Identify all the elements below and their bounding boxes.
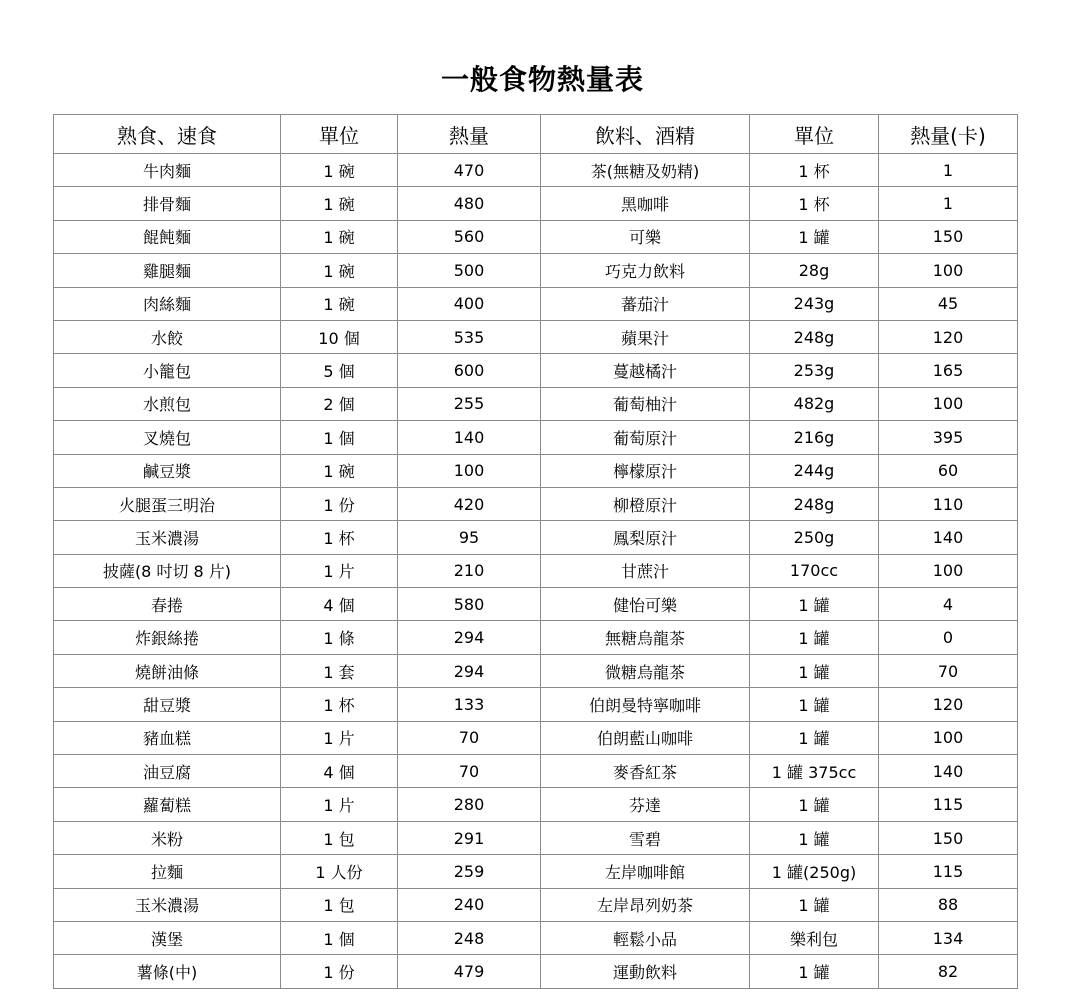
cell-food-unit: 1 套 [281,654,398,687]
cell-food-name: 玉米濃湯 [54,521,281,554]
cell-drink-name: 蕃茄汁 [541,287,750,320]
cell-food-calories: 600 [398,354,541,387]
cell-food-calories: 259 [398,855,541,888]
cell-food-calories: 280 [398,788,541,821]
cell-drink-calories: 110 [879,487,1018,520]
cell-food-unit: 1 片 [281,554,398,587]
cell-drink-unit: 243g [750,287,879,320]
cell-food-name: 漢堡 [54,921,281,954]
cell-drink-name: 芬達 [541,788,750,821]
cell-food-unit: 1 杯 [281,521,398,554]
cell-food-unit: 2 個 [281,387,398,420]
cell-drink-name: 輕鬆小品 [541,921,750,954]
cell-food-unit: 1 碗 [281,454,398,487]
cell-food-name: 拉麵 [54,855,281,888]
cell-food-unit: 1 個 [281,921,398,954]
cell-drink-calories: 88 [879,888,1018,921]
cell-food-calories: 470 [398,154,541,187]
cell-drink-name: 葡萄原汁 [541,421,750,454]
cell-food-unit: 1 碗 [281,254,398,287]
cell-food-unit: 4 個 [281,755,398,788]
header-food-calories: 熱量 [398,115,541,154]
cell-drink-unit: 樂利包 [750,921,879,954]
table-row [54,187,1018,220]
cell-drink-unit: 1 杯 [750,187,879,220]
table-row [54,387,1018,420]
cell-food-calories: 140 [398,421,541,454]
cell-food-unit: 10 個 [281,320,398,353]
cell-drink-calories: 82 [879,955,1018,988]
cell-drink-unit: 1 罐 [750,621,879,654]
cell-drink-calories: 100 [879,254,1018,287]
cell-food-unit: 1 份 [281,955,398,988]
cell-food-calories: 248 [398,921,541,954]
cell-food-calories: 420 [398,487,541,520]
cell-food-calories: 560 [398,220,541,253]
cell-drink-name: 黑咖啡 [541,187,750,220]
table-row [54,821,1018,854]
cell-food-calories: 70 [398,721,541,754]
cell-drink-calories: 120 [879,320,1018,353]
cell-drink-calories: 100 [879,387,1018,420]
cell-drink-calories: 100 [879,554,1018,587]
cell-food-unit: 1 碗 [281,220,398,253]
cell-drink-unit: 253g [750,354,879,387]
cell-drink-calories: 1 [879,187,1018,220]
table-row [54,755,1018,788]
cell-food-name: 甜豆漿 [54,688,281,721]
cell-food-calories: 100 [398,454,541,487]
cell-drink-unit: 244g [750,454,879,487]
table-row [54,721,1018,754]
table-row [54,454,1018,487]
cell-drink-calories: 150 [879,821,1018,854]
cell-food-unit: 1 個 [281,421,398,454]
cell-food-calories: 240 [398,888,541,921]
table-row [54,487,1018,520]
cell-food-name: 肉絲麵 [54,287,281,320]
cell-food-unit: 1 片 [281,788,398,821]
cell-food-unit: 1 人份 [281,855,398,888]
table-row [54,287,1018,320]
table-row [54,621,1018,654]
cell-food-name: 排骨麵 [54,187,281,220]
header-drink: 飲料、酒精 [541,115,750,154]
cell-drink-name: 左岸咖啡館 [541,855,750,888]
header-food: 熟食、速食 [54,115,281,154]
cell-drink-unit: 216g [750,421,879,454]
table-row [54,521,1018,554]
cell-drink-calories: 120 [879,688,1018,721]
cell-drink-unit: 248g [750,320,879,353]
cell-food-unit: 5 個 [281,354,398,387]
cell-food-calories: 95 [398,521,541,554]
cell-drink-calories: 4 [879,588,1018,621]
cell-drink-name: 茶(無糖及奶精) [541,154,750,187]
table-row [54,855,1018,888]
cell-food-unit: 4 個 [281,588,398,621]
cell-drink-calories: 395 [879,421,1018,454]
cell-drink-unit: 1 罐 [750,888,879,921]
cell-food-name: 叉燒包 [54,421,281,454]
cell-food-name: 豬血糕 [54,721,281,754]
cell-drink-name: 檸檬原汁 [541,454,750,487]
cell-food-name: 米粉 [54,821,281,854]
cell-food-unit: 1 碗 [281,154,398,187]
cell-food-name: 鹹豆漿 [54,454,281,487]
cell-food-calories: 500 [398,254,541,287]
table-row [54,588,1018,621]
cell-drink-calories: 60 [879,454,1018,487]
cell-food-name: 小籠包 [54,354,281,387]
cell-food-name: 燒餅油條 [54,654,281,687]
cell-food-calories: 580 [398,588,541,621]
cell-food-calories: 294 [398,654,541,687]
cell-drink-unit: 1 罐 [750,588,879,621]
cell-drink-calories: 45 [879,287,1018,320]
cell-drink-calories: 140 [879,755,1018,788]
table-row [54,921,1018,954]
cell-food-calories: 294 [398,621,541,654]
cell-food-name: 水煎包 [54,387,281,420]
cell-drink-calories: 1 [879,154,1018,187]
cell-drink-name: 蔓越橘汁 [541,354,750,387]
cell-drink-unit: 482g [750,387,879,420]
table-row [54,688,1018,721]
table-row [54,254,1018,287]
header-drink-calories: 熱量(卡) [879,115,1018,154]
cell-food-name: 牛肉麵 [54,154,281,187]
cell-food-name: 春捲 [54,588,281,621]
cell-food-name: 油豆腐 [54,755,281,788]
cell-food-calories: 70 [398,755,541,788]
cell-food-name: 炸銀絲捲 [54,621,281,654]
table-row [54,220,1018,253]
cell-drink-unit: 250g [750,521,879,554]
cell-food-calories: 480 [398,187,541,220]
cell-food-calories: 210 [398,554,541,587]
cell-drink-unit: 1 罐 375cc [750,755,879,788]
cell-food-unit: 1 碗 [281,187,398,220]
table-header-row [54,115,1018,154]
cell-drink-name: 雪碧 [541,821,750,854]
cell-food-calories: 133 [398,688,541,721]
cell-drink-calories: 70 [879,654,1018,687]
cell-drink-calories: 140 [879,521,1018,554]
cell-food-unit: 1 條 [281,621,398,654]
table-row [54,354,1018,387]
table-row [54,320,1018,353]
header-drink-unit: 單位 [750,115,879,154]
cell-food-unit: 1 杯 [281,688,398,721]
cell-drink-name: 無糖烏龍茶 [541,621,750,654]
cell-drink-name: 巧克力飲料 [541,254,750,287]
cell-drink-name: 麥香紅茶 [541,755,750,788]
table-row [54,955,1018,988]
cell-drink-unit: 248g [750,487,879,520]
cell-drink-unit: 170cc [750,554,879,587]
cell-drink-name: 柳橙原汁 [541,487,750,520]
cell-food-calories: 479 [398,955,541,988]
page-title: 一般食物熱量表 [440,63,644,96]
calorie-table [53,114,1018,989]
cell-food-name: 玉米濃湯 [54,888,281,921]
cell-drink-unit: 1 罐 [750,654,879,687]
table-row [54,654,1018,687]
cell-food-calories: 535 [398,320,541,353]
cell-food-calories: 255 [398,387,541,420]
cell-food-name: 火腿蛋三明治 [54,487,281,520]
table-row [54,788,1018,821]
cell-food-name: 薯條(中) [54,955,281,988]
cell-drink-unit: 1 罐 [750,788,879,821]
cell-drink-name: 甘蔗汁 [541,554,750,587]
table-row [54,154,1018,187]
cell-drink-unit: 1 罐 [750,688,879,721]
cell-drink-name: 蘋果汁 [541,320,750,353]
header-food-unit: 單位 [281,115,398,154]
cell-drink-name: 伯朗曼特寧咖啡 [541,688,750,721]
table-body [54,154,1018,989]
cell-food-unit: 1 碗 [281,287,398,320]
cell-food-name: 蘿蔔糕 [54,788,281,821]
cell-drink-calories: 134 [879,921,1018,954]
cell-food-name: 雞腿麵 [54,254,281,287]
cell-drink-unit: 28g [750,254,879,287]
cell-food-unit: 1 包 [281,821,398,854]
cell-drink-name: 可樂 [541,220,750,253]
cell-food-name: 餛飩麵 [54,220,281,253]
cell-drink-unit: 1 罐(250g) [750,855,879,888]
table-row [54,421,1018,454]
cell-drink-calories: 115 [879,855,1018,888]
cell-drink-unit: 1 罐 [750,220,879,253]
cell-drink-unit: 1 罐 [750,721,879,754]
cell-food-name: 水餃 [54,320,281,353]
cell-food-unit: 1 包 [281,888,398,921]
cell-drink-unit: 1 罐 [750,821,879,854]
cell-drink-name: 微糖烏龍茶 [541,654,750,687]
cell-drink-unit: 1 杯 [750,154,879,187]
cell-food-calories: 400 [398,287,541,320]
table-row [54,888,1018,921]
cell-drink-name: 鳳梨原汁 [541,521,750,554]
cell-drink-name: 運動飲料 [541,955,750,988]
cell-drink-name: 健怡可樂 [541,588,750,621]
cell-drink-name: 葡萄柚汁 [541,387,750,420]
cell-drink-calories: 115 [879,788,1018,821]
cell-drink-calories: 165 [879,354,1018,387]
cell-drink-unit: 1 罐 [750,955,879,988]
cell-drink-calories: 100 [879,721,1018,754]
cell-drink-name: 伯朗藍山咖啡 [541,721,750,754]
cell-drink-calories: 150 [879,220,1018,253]
cell-food-calories: 291 [398,821,541,854]
cell-food-unit: 1 份 [281,487,398,520]
cell-food-unit: 1 片 [281,721,398,754]
cell-drink-calories: 0 [879,621,1018,654]
cell-drink-name: 左岸昂列奶茶 [541,888,750,921]
cell-food-name: 披薩(8 吋切 8 片) [54,554,281,587]
table-row [54,554,1018,587]
